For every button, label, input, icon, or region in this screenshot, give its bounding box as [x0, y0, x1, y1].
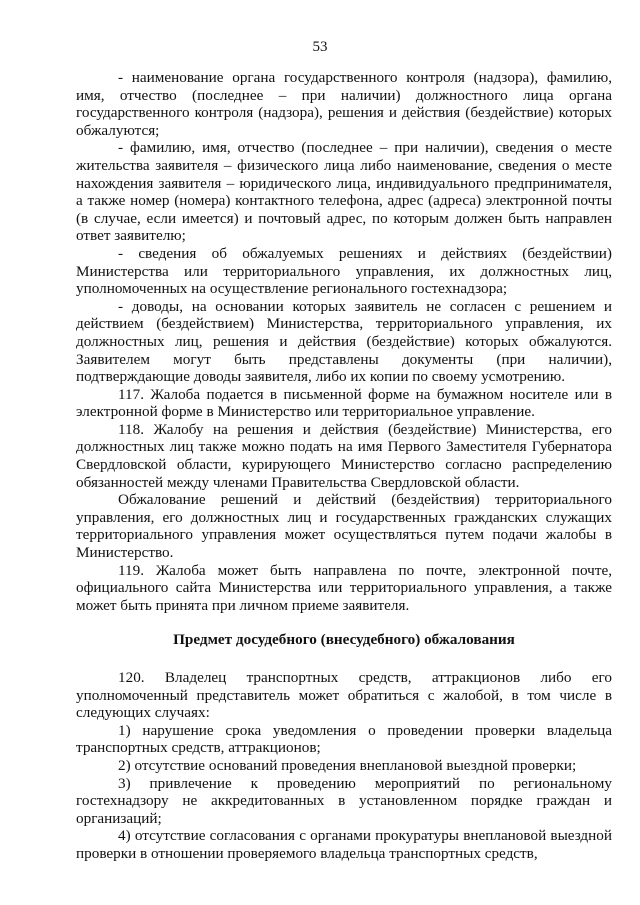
- paragraph-case-3: 3) привлечение к проведению мероприятий по региональному гостехнадзору не аккредитованных в установленном порядке граждан и организаций;: [76, 774, 612, 827]
- paragraph-list-item: - сведения об обжалуемых решениях и действиях (бездействии) Министерства или территориального управления, их должностных лиц, уполномоченных на осуществление регионального гостехнадзора;: [76, 244, 612, 298]
- section-heading: Предмет досудебного (внесудебного) обжалования: [173, 631, 515, 649]
- paragraph-case-1: 1) нарушение срока уведомления о проведении проверки владельца транспортных средств, аттракционов;: [76, 721, 612, 757]
- paragraph-117: 117. Жалоба подается в письменной форме на бумажном носителе или в электронной форме в Министерство или территориальное управление.: [76, 385, 612, 421]
- paragraph-118: 118. Жалобу на решения и действия (бездействие) Министерства, его должностных лиц также можно подать на имя Первого Заместителя Губернатора Свердловской области, курирующего Министерство согласно распределению обязанностей между членами Правительства Свердловской области.: [76, 420, 612, 491]
- paragraph-case-2: 2) отсутствие оснований проведения внеплановой выездной проверки;: [118, 756, 577, 774]
- paragraph-119: 119. Жалоба может быть направлена по почте, электронной почте, официального сайта Министерства или территориального управления, а также может быть принята при личном приеме заявителя.: [76, 561, 612, 614]
- paragraph-list-item: - наименование органа государственного контроля (надзора), фамилию, имя, отчество (последнее – при наличии) должностного лица органа государственного контроля (надзора), решения и действия (бездействие) которых обжалуются;: [76, 69, 612, 139]
- paragraph-appeal-territorial: Обжалование решений и действий (бездействия) территориального управления, его должностных лиц и государственных гражданских служащих территориального управления может осуществляться путем подачи жалобы в Министерство.: [76, 491, 612, 562]
- paragraph-120: 120. Владелец транспортных средств, аттракционов либо его уполномоченный представитель может обратиться с жалобой, в том числе в следующих случаях:: [76, 669, 612, 722]
- page-number: 53: [312, 39, 328, 55]
- paragraph-list-item: - доводы, на основании которых заявитель не согласен с решением и действием (бездействием) Министерства, территориального управления, их должностных лиц, решения и действия (бездействие) которых обжалуются. Заявителем могут быть представлены документы (при наличии), подтверждающие доводы заявителя, либо их копии по своему усмотрению.: [76, 297, 612, 386]
- paragraph-list-item: - фамилию, имя, отчество (последнее – при наличии), сведения о месте жительства заявителя – физического лица либо наименование, сведения о месте нахождения заявителя – юридического лица, индивидуального предпринимателя, а также номер (номера) контактного телефона, адрес (адреса) электронной почты (в случае, если имеется) и почтовый адрес, по которым должен быть направлен ответ заявителю;: [76, 139, 612, 245]
- document-body: [76, 69, 612, 863]
- paragraph-case-4: 4) отсутствие согласования с органами прокуратуры внеплановой выездной проверки в отношении проверяемого владельца транспортных средств,: [76, 827, 612, 862]
